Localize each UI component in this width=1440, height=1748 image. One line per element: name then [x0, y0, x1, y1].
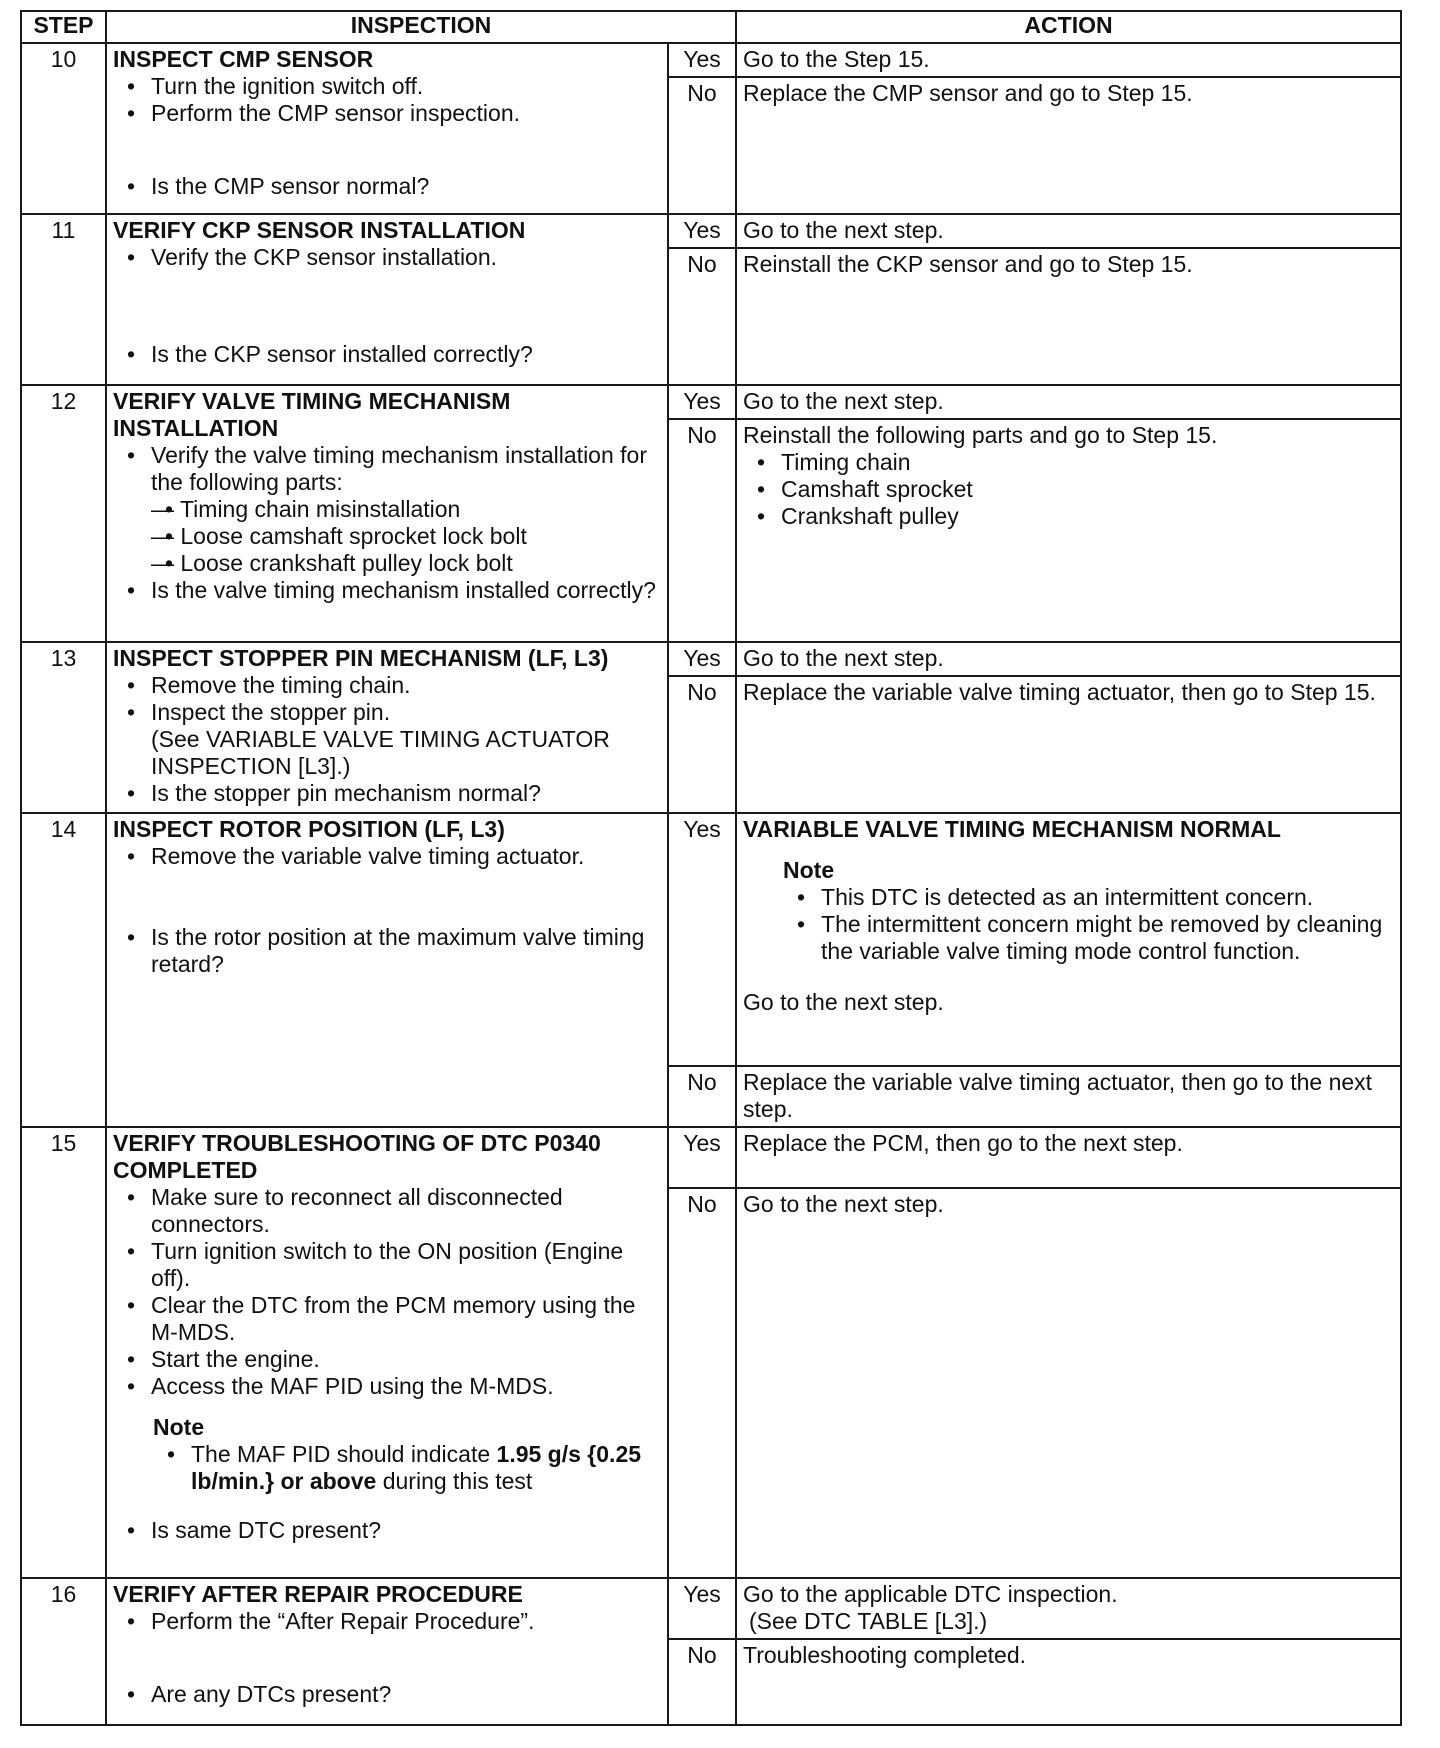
header-row — [21, 11, 1401, 43]
step-number: 10 — [21, 43, 106, 214]
inspection-question: • Is the CMP sensor normal? — [113, 173, 661, 200]
step-16-inspection — [106, 1578, 668, 1725]
yes-label: Yes — [668, 214, 736, 248]
step-title: INSPECT ROTOR POSITION (LF, L3) — [113, 816, 505, 842]
parts-list — [743, 449, 1394, 530]
inspection-item: • Turn ignition switch to the ON position (Engine off). — [113, 1238, 661, 1292]
no-label: No — [668, 1066, 736, 1127]
inspection-list — [113, 244, 661, 271]
sub-list — [151, 496, 661, 577]
no-label: No — [668, 1188, 736, 1578]
step-16-yes-row — [21, 1578, 1401, 1639]
inspection-item: • Clear the DTC from the PCM memory using the M-MDS. — [113, 1292, 661, 1346]
no-label: No — [668, 676, 736, 813]
step-number: 12 — [21, 385, 106, 642]
yes-label: Yes — [668, 642, 736, 676]
yes-label: Yes — [668, 1578, 736, 1639]
note-text: The MAF PID should indicate — [191, 1441, 497, 1467]
yes-label: Yes — [668, 385, 736, 419]
part-item: • Crankshaft pulley — [743, 503, 1394, 530]
inspection-list — [113, 1184, 661, 1400]
inspection-item: • Verify the CKP sensor installation. — [113, 244, 661, 271]
step-15-yes-row — [21, 1127, 1401, 1188]
yes-action: Go to the next step. — [736, 385, 1401, 419]
step-title: VERIFY TROUBLESHOOTING OF DTC P0340 COMPLETED — [113, 1130, 601, 1183]
yes-label: Yes — [668, 813, 736, 1066]
no-action: Replace the variable valve timing actuator, then go to the next step. — [736, 1066, 1401, 1127]
yes-label: Yes — [668, 1127, 736, 1188]
inspection-question: • Are any DTCs present? — [113, 1681, 661, 1708]
yes-action: Go to the next step. — [736, 214, 1401, 248]
yes-action: Go to the next step. — [736, 642, 1401, 676]
yes-action — [736, 1578, 1401, 1639]
step-title: INSPECT STOPPER PIN MECHANISM (LF, L3) — [113, 645, 609, 671]
no-action: Replace the variable valve timing actuator, then go to Step 15. — [736, 676, 1401, 813]
question-list — [113, 1681, 661, 1708]
reference-text: (See VARIABLE VALVE TIMING ACTUATOR INSPECTION [L3].) — [151, 726, 610, 779]
sub-item: • — Timing chain misinstallation — [151, 496, 661, 523]
inspection-item — [113, 699, 661, 780]
no-action: Reinstall the CKP sensor and go to Step 15. — [736, 248, 1401, 385]
yes-action: Replace the PCM, then go to the next step. — [736, 1127, 1401, 1188]
inspection-item: • Access the MAF PID using the M-MDS. — [113, 1373, 661, 1400]
yes-action-reference: (See DTC TABLE [L3].) — [749, 1608, 988, 1634]
part-item: • Camshaft sprocket — [743, 476, 1394, 503]
step-13-inspection — [106, 642, 668, 813]
yes-action: Go to the Step 15. — [736, 43, 1401, 77]
inspection-list — [113, 442, 661, 604]
step-title: VERIFY CKP SENSOR INSTALLATION — [113, 217, 526, 243]
step-12-yes-row — [21, 385, 1401, 419]
inspection-list — [113, 672, 661, 807]
step-number: 15 — [21, 1127, 106, 1578]
inspection-item: • Turn the ignition switch off. — [113, 73, 661, 100]
inspection-question: • Is same DTC present? — [113, 1517, 661, 1544]
question-list — [113, 341, 661, 368]
inspection-item — [113, 442, 661, 577]
inspection-item-text: Inspect the stopper pin. — [151, 699, 391, 725]
note-value: 1.95 g/s {0.25 lb/min.} or above — [191, 1441, 642, 1494]
header-action: ACTION — [736, 11, 1401, 43]
inspection-question: • Is the rotor position at the maximum valve timing retard? — [113, 924, 661, 978]
yes-label: Yes — [668, 43, 736, 77]
step-14-inspection — [106, 813, 668, 1127]
part-item: • Timing chain — [743, 449, 1394, 476]
note-item — [153, 1441, 661, 1495]
inspection-item-text: Verify the valve timing mechanism installation for the following parts: — [151, 442, 647, 495]
step-14-yes-row — [21, 813, 1401, 1066]
note-list — [153, 1441, 661, 1495]
step-15-inspection — [106, 1127, 668, 1578]
sub-item: • — Loose camshaft sprocket lock bolt — [151, 523, 661, 550]
note-item: • The intermittent concern might be removed by cleaning the variable valve timing mode control function. — [783, 911, 1394, 965]
no-action — [736, 419, 1401, 642]
step-10-inspection — [106, 43, 668, 214]
inspection-item: • Remove the timing chain. — [113, 672, 661, 699]
step-11-yes-row — [21, 214, 1401, 248]
header-inspection: INSPECTION — [106, 11, 736, 43]
step-10-yes-row — [21, 43, 1401, 77]
step-title: VERIFY AFTER REPAIR PROCEDURE — [113, 1581, 523, 1607]
inspection-question: • Is the CKP sensor installed correctly? — [113, 341, 661, 368]
note-list — [783, 884, 1394, 965]
step-13-yes-row — [21, 642, 1401, 676]
question-list — [113, 173, 661, 200]
sub-item: • — Loose crankshaft pulley lock bolt — [151, 550, 661, 577]
no-action: Troubleshooting completed. — [736, 1639, 1401, 1725]
inspection-question: • Is the valve timing mechanism installed correctly? — [113, 577, 661, 604]
step-number: 16 — [21, 1578, 106, 1725]
header-step: STEP — [21, 11, 106, 43]
yes-action-title: VARIABLE VALVE TIMING MECHANISM NORMAL — [743, 816, 1281, 842]
no-action-text: Reinstall the following parts and go to Step 15. — [743, 422, 1218, 448]
step-title: INSPECT CMP SENSOR — [113, 46, 374, 72]
yes-action-next: Go to the next step. — [743, 989, 944, 1015]
no-label: No — [668, 1639, 736, 1725]
note-item: • This DTC is detected as an intermittent concern. — [783, 884, 1394, 911]
inspection-item: • Perform the CMP sensor inspection. — [113, 100, 661, 127]
no-label: No — [668, 419, 736, 642]
note-heading: Note — [153, 1414, 205, 1440]
step-12-inspection — [106, 385, 668, 642]
step-title: VERIFY VALVE TIMING MECHANISM INSTALLATION — [113, 388, 511, 441]
inspection-list — [113, 73, 661, 127]
step-number: 13 — [21, 642, 106, 813]
dtc-troubleshooting-table — [20, 10, 1402, 1726]
no-action: Go to the next step. — [736, 1188, 1401, 1578]
inspection-item: • Make sure to reconnect all disconnected connectors. — [113, 1184, 661, 1238]
note-text-end: during this test — [376, 1468, 533, 1494]
inspection-question: • Is the stopper pin mechanism normal? — [113, 780, 661, 807]
step-11-inspection — [106, 214, 668, 385]
no-label: No — [668, 77, 736, 214]
question-list — [113, 1517, 661, 1544]
inspection-list — [113, 843, 661, 870]
note-heading: Note — [783, 857, 835, 883]
question-list — [113, 924, 661, 978]
step-number: 14 — [21, 813, 106, 1127]
inspection-item: • Remove the variable valve timing actuator. — [113, 843, 661, 870]
inspection-item: • Perform the “After Repair Procedure”. — [113, 1608, 661, 1635]
inspection-item: • Start the engine. — [113, 1346, 661, 1373]
step-number: 11 — [21, 214, 106, 385]
no-label: No — [668, 248, 736, 385]
no-action: Replace the CMP sensor and go to Step 15. — [736, 77, 1401, 214]
yes-action-text: Go to the applicable DTC inspection. — [743, 1581, 1118, 1607]
inspection-list — [113, 1608, 661, 1635]
yes-action — [736, 813, 1401, 1066]
